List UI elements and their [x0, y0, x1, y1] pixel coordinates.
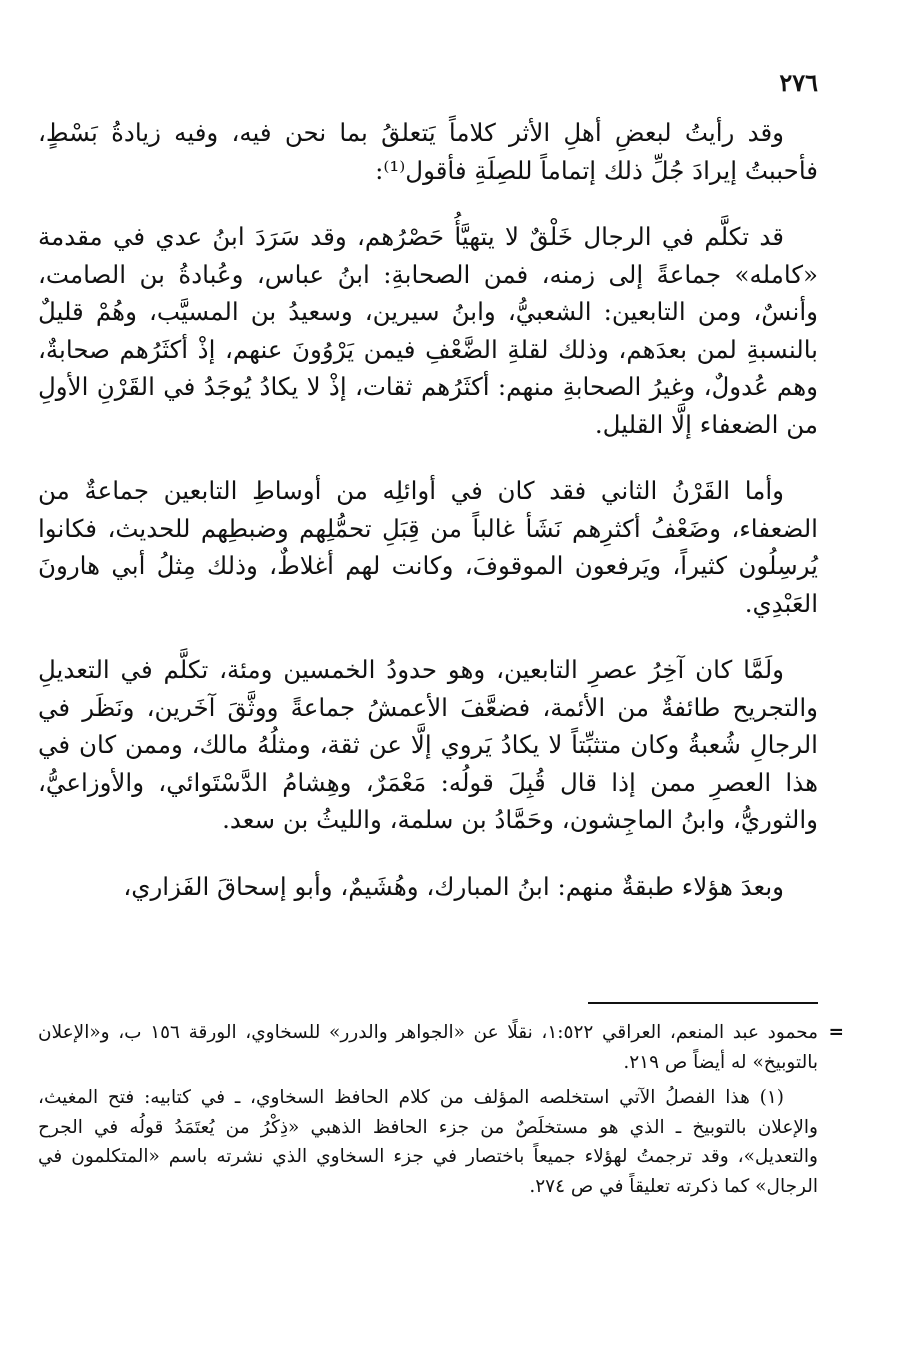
footnote-1: (١) هذا الفصلُ الآتي استخلصه المؤلف من كلام الحافظ السخاوي، ـ في كتابيه: فتح المغيث، والإعلان بالتوبيخ ـ الذي هو مستخلَصٌ من جزء الحافظ الذهبي «ذِكْرُ من يُعتَمَدُ قولُه في الجرح والتعديل»، وقد ترجمتُ لهؤلاء جميعاً باختصار في جزء السخاوي الذي نشرته باسم «المتكلمون في الرجال» كما ذكرته تعليقاً في ص ٢٧٤.	[38, 1087, 818, 1197]
page-number: ٢٧٦	[779, 68, 818, 97]
paragraph-next-layer: وبعدَ هؤلاء طبقةٌ منهم: ابنُ المبارك، وهُشَيمٌ، وأبو إسحاقَ الفَزاري،	[123, 871, 784, 901]
footnote-continuation-text: محمود عبد المنعم، العراقي ١:٥٢٢، نقلًا عن «الجواهر والدرر» للسخاوي، الورقة ١٥٦ ب، و«الإعلان بالتوبيخ» له أيضاً ص ٢١٩.	[38, 1022, 818, 1073]
footnote-divider	[588, 1002, 818, 1004]
main-text	[38, 114, 818, 905]
paragraph-second-century: وأما القَرْنُ الثاني فقد كان في أوائلِه من أوساطِ التابعين جماعةٌ من الضعفاء، وضَعْفُ أكثرِهم نَشَأ غالباً من قِبَلِ تحمُّلِهم وضبطِهم للحديث، فكانوا يُرسِلُون كثيراً، ويَرفعون الموقوفَ، وكانت لهم أغلاطٌ، وذلك مِثلُ أبي هارونَ العَبْدِي.	[38, 476, 818, 618]
paragraph-intro: وقد رأيتُ لبعضِ أهلِ الأثر كلاماً يَتعلقُ بما نحن فيه، وفيه زيادةُ بَسْطٍ، فأحببتُ إيرادَ جُلِّ ذلك إتماماً للصِلَةِ فأقول⁽¹⁾:	[38, 118, 818, 185]
footnote-continuation	[38, 1018, 844, 1077]
footnotes-section	[38, 1002, 844, 1201]
paragraph-late-tabiin: ولَمَّا كان آخِرُ عصرِ التابعين، وهو حدودُ الخمسين ومئة، تكلَّم في التعديلِ والتجريح طائفةٌ من الأئمة، فضعَّفَ الأعمشُ جماعةً ووثَّقَ آخَرين، ونَظَر في الرجالِ شُعبةُ وكان متثبِّتاً لا يكادُ يَروي إلَّا عن ثقة، ومثلُهُ مالك، وممن كان في هذا العصرِ ممن إذا قال قُبِلَ قولُه: مَعْمَرٌ، وهِشامُ الدَّسْتَوائي، والأوزاعيُّ، والثوريُّ، وابنُ الماجِشون، وحَمَّادُ بن سلمة، والليثُ بن سعد.	[38, 655, 818, 834]
paragraph-first-century: قد تكلَّم في الرجال خَلْقٌ لا يتهيَّأُ حَصْرُهم، وقد سَرَدَ ابنُ عدي في مقدمة «كامله» جماعةً إلى زمنه، فمن الصحابةِ: ابنُ عباس، وعُبادةُ بن الصامت، وأنسٌ، ومن التابعين: الشعبيُّ، وابنُ سيرين، وسعيدُ بن المسيَّب، وهُمْ قليلٌ بالنسبةِ لمن بعدَهم، وذلك لقلةِ الضَّعْفِ فيمن يَرْوُونَ عنهم، إذْ أكثَرُهم صحابةٌ، وهم عُدولٌ، وغيرُ الصحابةِ منهم: أكثَرُهم ثقات، إذْ لا يكادُ يُوجَدُ في القَرْنِ الأولِ من الضعفاء إلَّا القليل.	[38, 222, 818, 439]
footnote-continuation-marker: =	[828, 1022, 844, 1043]
